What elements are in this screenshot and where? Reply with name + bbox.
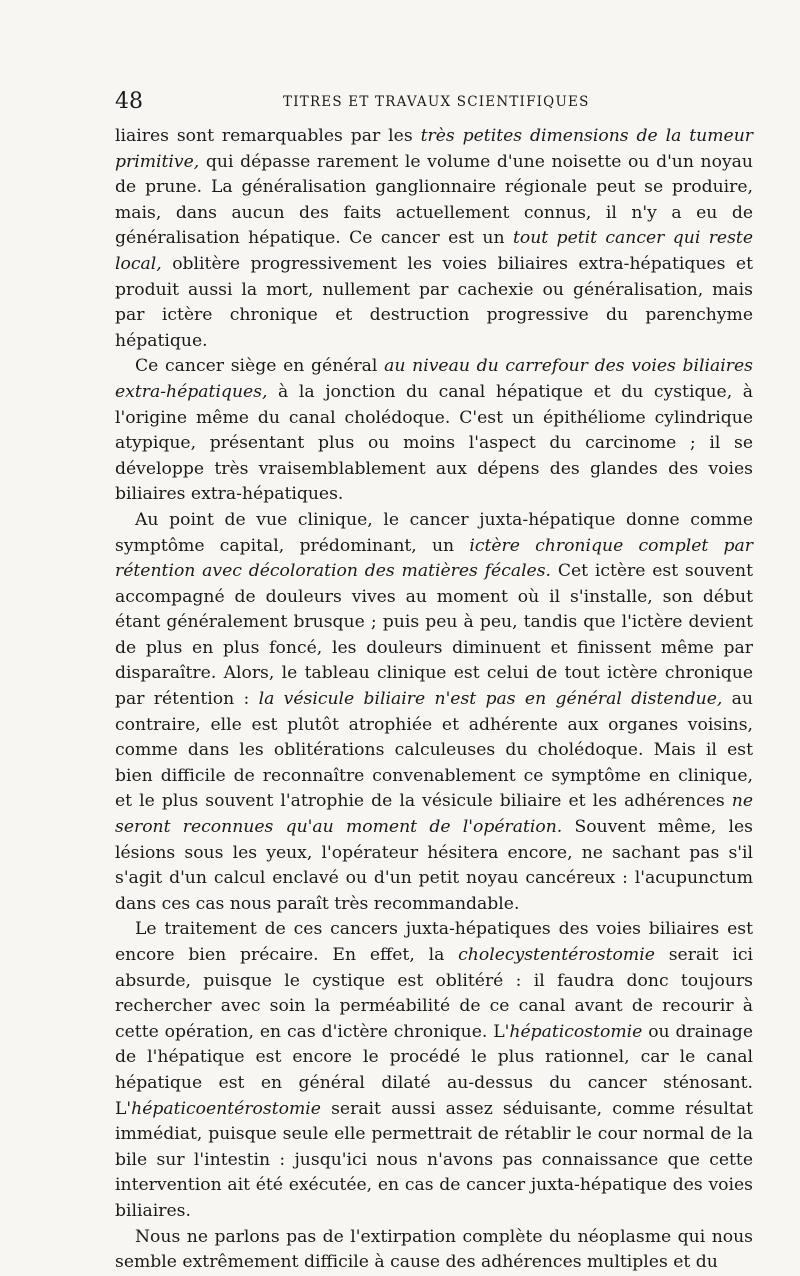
italic-text: cholecystentérostomie: [458, 945, 655, 965]
paragraph: [115, 354, 753, 508]
body-text: [115, 124, 753, 1276]
body-text-segment: Au point de vue clinique, le cancer juxta-hépatique donne comme symptôme capital, prédominant, un: [115, 509, 753, 556]
body-text-segment: liaires sont remarquables par les: [115, 126, 421, 146]
paragraph: [115, 1225, 753, 1276]
paragraph: [115, 124, 753, 354]
italic-text: au niveau du carrefour des voies biliaires extra-hépatiques,: [115, 356, 753, 402]
italic-text: ne seront reconnues qu'au moment de l'opération.: [115, 791, 753, 838]
body-text-segment: serait aussi assez séduisante, comme résultat immédiat, puisque seule elle permettrait de rétablir le cour normal de la bile sur l'intestin : jusqu'ici nous n'avons pas connaissance que cette intervention ait été exécutée, en cas de cancer juxta-hépatique des voies biliaires.: [115, 1098, 753, 1221]
paragraph: [115, 508, 753, 918]
body-text-segment: qui dépasse rarement le volume d'une noisette ou d'un noyau de prune. La généralisation ganglionnaire régionale peut se produire, mais, dans aucun des faits actuellement connus, il n'y a eu de généralisation hépatique. Ce cancer est un: [115, 151, 753, 249]
italic-text: ictère chronique complet par rétention avec décoloration des matières fécales.: [115, 535, 753, 582]
italic-text: hépaticoentérostomie: [131, 1098, 321, 1119]
body-text-segment: ou drainage de l'hépatique est encore le procédé le plus rationnel, car le canal hépatique est en général dilaté au-dessus du cancer sténosant. L': [115, 1021, 753, 1119]
page-header: [115, 88, 755, 116]
running-title: TITRES ET TRAVAUX SCIENTIFIQUES: [283, 94, 590, 110]
body-text-segment: Le traitement de ces cancers juxta-hépatiques des voies biliaires est encore bien précaire. En effet, la: [115, 919, 753, 965]
body-text-segment: Ce cancer siège en général: [135, 356, 385, 377]
body-text-segment: serait ici absurde, puisque le cystique est oblitéré : il faudra donc toujours rechercher avec soin la perméabilité de ce canal avant de recourir à cette opération, en cas d'ictère chronique. L': [115, 945, 753, 1042]
paragraph: [115, 917, 753, 1224]
italic-text: la vésicule biliaire n'est pas en général distendue,: [258, 689, 723, 710]
body-text-segment: oblitère progressivement les voies biliaires extra-hépatiques et produit aussi la mort, nullement par cachexie ou généralisation, mais par ictère chronique et destruction progressive du parenchyme hépatique.: [115, 253, 753, 351]
italic-text: hépaticostomie: [509, 1021, 643, 1042]
body-text-segment: Souvent même, les lésions sous les yeux, l'opérateur hésitera encore, ne sachant pas s'il s'agit d'un calcul enclavé ou d'un petit noyau cancéreux : l'acupunctum dans ces cas nous paraît très recommandable.: [115, 817, 753, 914]
page-number: 48: [115, 89, 143, 114]
body-text-segment: Cet ictère est souvent accompagné de douleurs vives au moment où il s'installe, son début étant généralement brusque ; puis peu à peu, tandis que l'ictère devient de plus en plus foncé, les douleurs diminuent et finissent même par disparaître. Alors, le tableau clinique est celui de tout ictère chronique par rétention :: [115, 561, 754, 710]
body-text-segment: Nous ne parlons pas de l'extirpation complète du néoplasme qui nous semble extrêmement difficile à cause des adhérences multiples et du: [115, 1226, 753, 1273]
body-text-segment: à la jonction du canal hépatique et du cystique, à l'origine même du canal cholédoque. C'est un épithéliome cylindrique atypique, présentant plus ou moins l'aspect du carcinome ; il se développe très vraisemblablement aux dépens des glandes des voies biliaires extra-hépatiques.: [115, 381, 753, 505]
italic-text: tout petit cancer qui reste local,: [115, 228, 753, 274]
italic-text: très petites dimensions de la tumeur primitive,: [115, 126, 754, 172]
body-text-segment: au contraire, elle est plutôt atrophiée et adhérente aux organes voisins, comme dans les oblitérations calculeuses du cholédoque. Mais il est bien difficile de reconnaître convenablement ce symptôme en clinique, et le plus souvent l'atrophie de la vésicule biliaire et les adhérences: [115, 689, 754, 812]
